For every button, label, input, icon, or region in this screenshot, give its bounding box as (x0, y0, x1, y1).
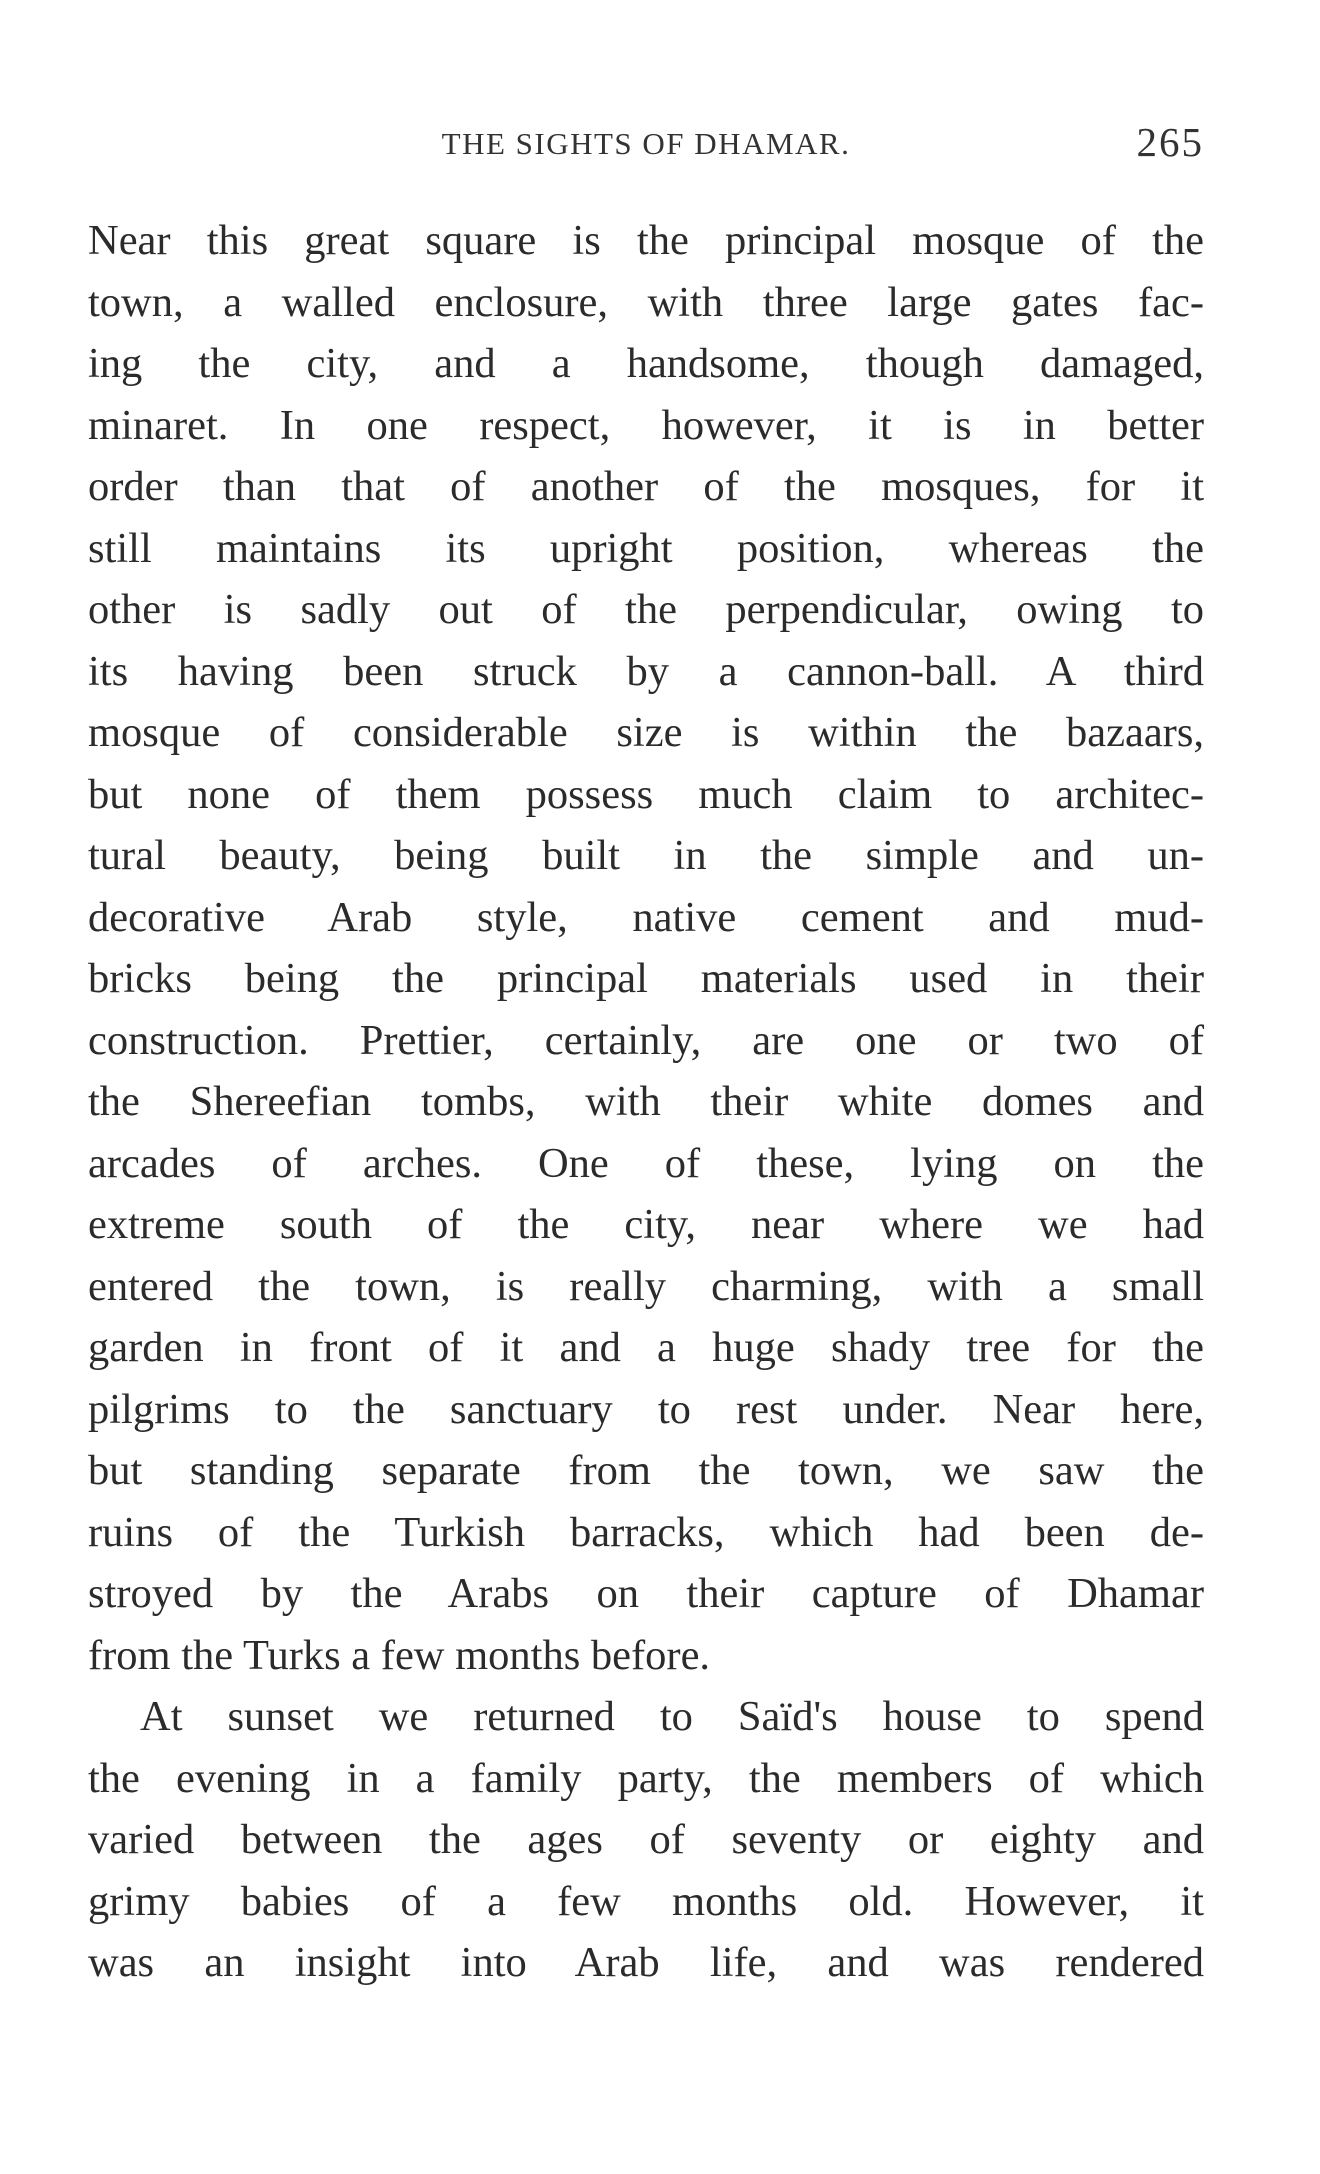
text-line: town, a walled enclosure, with three large gates fac- (88, 278, 1204, 326)
text-line: construction. Prettier, certainly, are one or two of (88, 1016, 1204, 1064)
text-line: was an insight into Arab life, and was rendered (88, 1939, 1204, 1986)
text-line: stroyed by the Arabs on their capture of Dhamar (88, 1570, 1204, 1617)
text-line: grimy babies of a few months old. However, it (88, 1877, 1204, 1925)
text-line: ruins of the Turkish barracks, which had been de- (88, 1508, 1204, 1556)
text-line: ing the city, and a handsome, though damaged, (88, 340, 1204, 387)
running-head (88, 118, 1204, 168)
text-line: mosque of considerable size is within the bazaars, (88, 709, 1204, 756)
text-line: from the Turks a few months before. (88, 1631, 711, 1679)
running-title: THE SIGHTS OF DHAMAR. (441, 126, 851, 161)
text-line: At sunset we returned to Saïd's house to spend (140, 1693, 1204, 1740)
body-text (88, 210, 1204, 1994)
text-line: garden in front of it and a huge shady tree for the (88, 1324, 1204, 1371)
text-line: other is sadly out of the perpendicular, owing to (88, 586, 1204, 633)
text-line: decorative Arab style, native cement and mud- (88, 893, 1204, 941)
text-line: Near this great square is the principal mosque of the (88, 217, 1204, 264)
text-line: entered the town, is really charming, with a small (88, 1262, 1204, 1310)
text-line: bricks being the principal materials used in their (88, 955, 1204, 1002)
text-line: the Shereefian tombs, with their white domes and (88, 1078, 1204, 1125)
text-line: arcades of arches. One of these, lying on the (88, 1139, 1204, 1187)
page-number: 265 (1136, 119, 1204, 165)
text-line: minaret. In one respect, however, it is in better (88, 401, 1204, 449)
text-line: order than that of another of the mosques, for it (88, 463, 1204, 510)
text-line: but none of them possess much claim to architec- (88, 770, 1204, 818)
text-line: but standing separate from the town, we saw the (88, 1447, 1204, 1494)
text-line: pilgrims to the sanctuary to rest under. Near here, (88, 1385, 1204, 1433)
text-line: the evening in a family party, the members of which (88, 1754, 1204, 1802)
text-line: varied between the ages of seventy or eighty and (88, 1816, 1204, 1863)
text-line: still maintains its upright position, whereas the (88, 524, 1204, 572)
text-line: its having been struck by a cannon-ball. A third (88, 647, 1204, 695)
text-line: tural beauty, being built in the simple and un- (88, 832, 1204, 879)
text-line: extreme south of the city, near where we had (88, 1201, 1204, 1248)
